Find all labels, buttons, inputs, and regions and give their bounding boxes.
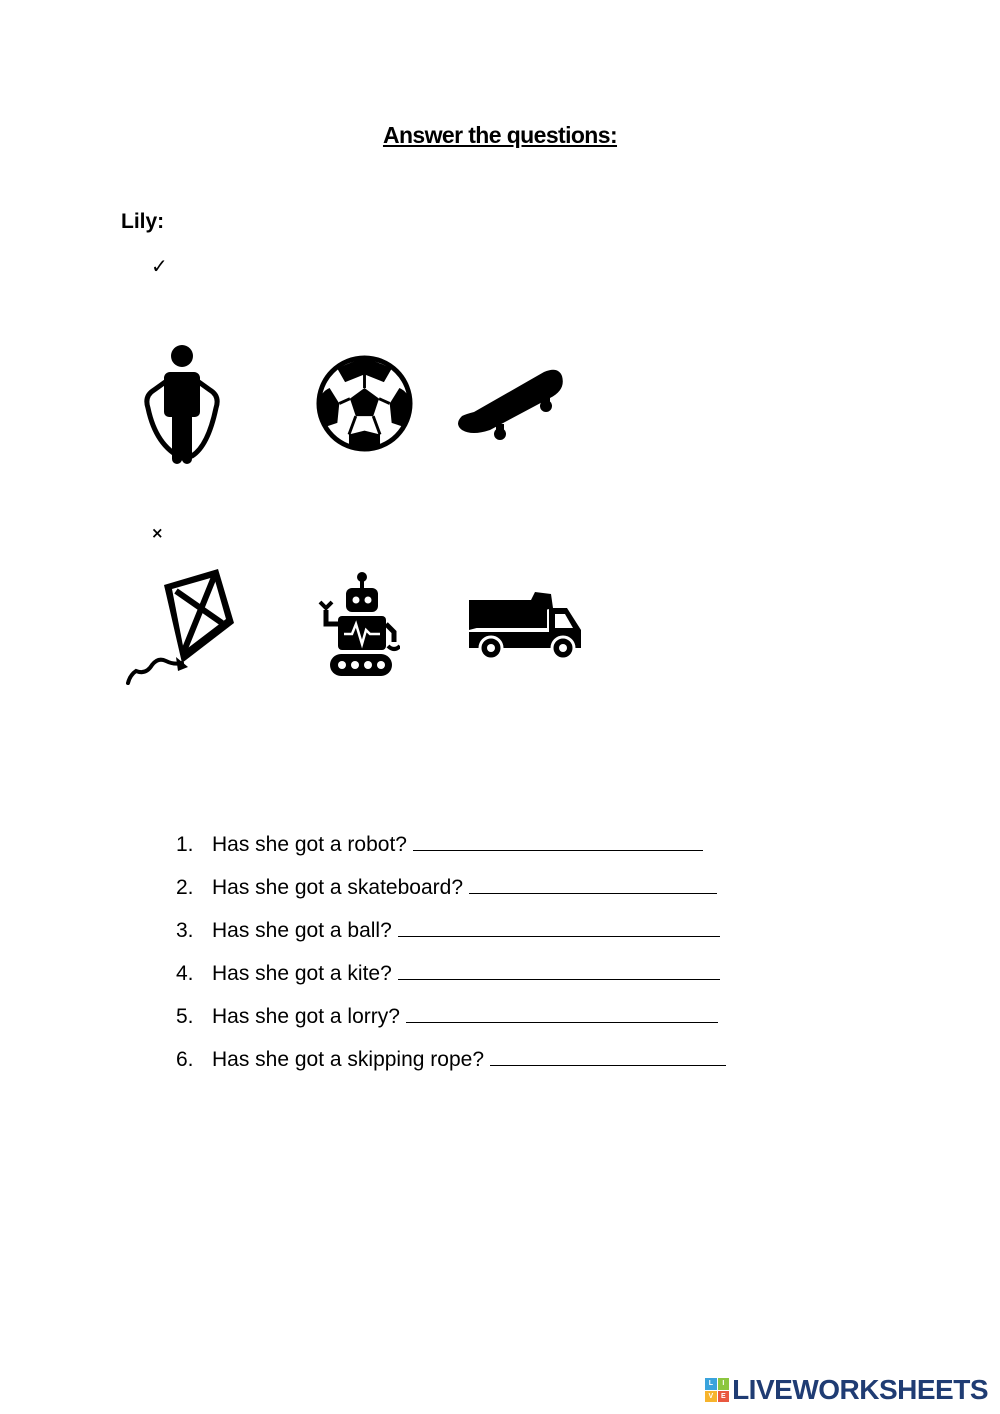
lorry-icon [469, 590, 583, 660]
question-number: 4. [176, 962, 194, 985]
logo-cube-cell: E [718, 1391, 730, 1403]
question-number: 3. [176, 919, 194, 942]
question-item [176, 914, 726, 957]
answer-blank[interactable] [413, 828, 703, 851]
skipping-rope-icon [140, 344, 224, 464]
skateboard-icon [454, 368, 566, 442]
liveworksheets-logo-icon [705, 1378, 729, 1402]
worksheet-title: Answer the questions: [382, 122, 618, 148]
question-list [176, 828, 726, 1086]
answer-blank[interactable] [490, 1043, 726, 1066]
cross-mark-icon: × [151, 524, 164, 542]
question-item [176, 1043, 726, 1086]
question-number: 5. [176, 1005, 194, 1028]
liveworksheets-footer [705, 1374, 988, 1406]
question-number: 1. [176, 833, 194, 856]
football-icon [316, 355, 413, 452]
answer-blank[interactable] [398, 957, 720, 980]
robot-icon [318, 572, 400, 676]
question-text: Has she got a skipping rope? [212, 1048, 485, 1071]
logo-cube-cell: I [718, 1378, 730, 1390]
question-item [176, 957, 726, 1000]
answer-blank[interactable] [398, 914, 720, 937]
check-mark-icon: ✓ [151, 254, 168, 278]
kite-icon [124, 565, 238, 687]
question-text: Has she got a ball? [212, 919, 392, 942]
answer-blank[interactable] [406, 1000, 718, 1023]
question-text: Has she got a robot? [212, 833, 407, 856]
brand-name: LIVEWORKSHEETS [732, 1374, 988, 1405]
question-text: Has she got a lorry? [212, 1005, 400, 1028]
person-name: Lily: [121, 210, 165, 233]
logo-cube-cell: L [705, 1378, 717, 1390]
question-item [176, 828, 726, 871]
question-text: Has she got a kite? [212, 962, 392, 985]
question-text: Has she got a skateboard? [212, 876, 463, 899]
question-number: 6. [176, 1048, 194, 1071]
question-number: 2. [176, 876, 194, 899]
question-item [176, 871, 726, 914]
logo-cube-cell: V [705, 1391, 717, 1403]
answer-blank[interactable] [469, 871, 717, 894]
question-item [176, 1000, 726, 1043]
